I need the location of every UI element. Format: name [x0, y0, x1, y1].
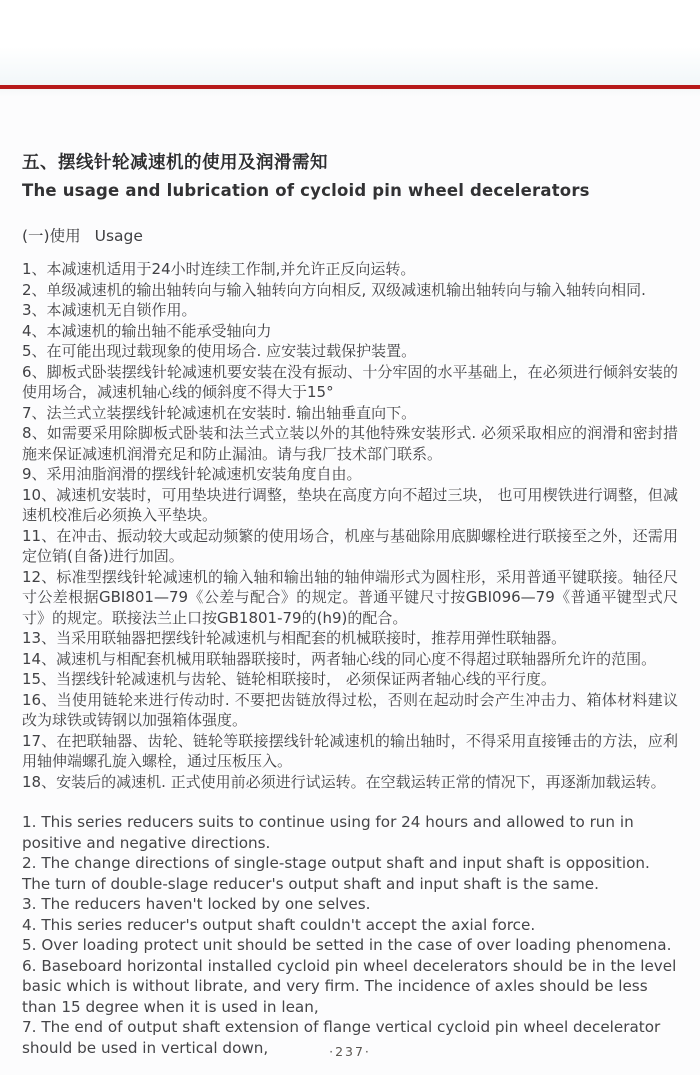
chinese-instruction-item: 15、当摆线针轮减速机与齿轮、链轮相联接时， 必须保证两者轴心线的平行度。 [22, 670, 556, 688]
subsection-label-chinese: (一)使用 [22, 227, 81, 245]
chinese-instruction-item: 16、当使用链轮来进行传动时. 不要把齿链放得过松，否则在起动时会产生冲击力、箱体材料建议改为球铁或铸钢以加强箱体强度。 [22, 690, 678, 729]
chinese-instruction-item: 4、本减速机的输出轴不能承受轴向力 [22, 321, 272, 340]
chinese-instruction-item: 13、当采用联轴器把摆线针轮减速机与相配套的机械联接时，推荐用弹性联轴器。 [22, 629, 567, 647]
english-instruction-item: 2. The change directions of single-stage output shaft and input shaft is opposition. The turn of double-slage reducer's output shaft and input shaft is the same. [22, 854, 650, 893]
page-number: ·237· [329, 1044, 371, 1059]
chinese-instruction-item: 9、采用油脂润滑的摆线针轮减速机安装角度自由。 [22, 465, 362, 483]
chinese-instruction-item: 8、如需要采用除脚板式卧装和法兰式立装以外的其他特殊安装形式. 必须采取相应的润滑和密封措施来保证减速机润滑充足和防止漏油。请与我厂技术部门联系。 [22, 424, 678, 463]
section-title-chinese: 五、摆线针轮减速机的使用及润滑需知 [22, 153, 328, 173]
chinese-instruction-item: 17、在把联轴器、齿轮、链轮等联接摆线针轮减速机的输出轴时，不得采用直接锤击的方法，应利用轴伸端螺孔旋入螺栓，通过压板压入。 [22, 731, 678, 770]
english-instruction-item: 6. Baseboard horizontal installed cycloid pin wheel decelerators should be in the level basic which is without librate, and very firm. The incidence of axles should be less than 15 degree when it is used in lean, [22, 956, 677, 1016]
chinese-instruction-item: 7、法兰式立装摆线针轮减速机在安装时. 输出轴垂直向下。 [22, 403, 417, 422]
page-content [0, 97, 700, 1058]
chinese-instruction-item: 11、在冲击、振动较大或起动频繁的使用场合，机座与基础除用底脚螺栓进行联接至之外，还需用定位销(自备)进行加固。 [22, 526, 678, 565]
english-instruction-item: 4. This series reducer's output shaft couldn't accept the axial force. [22, 915, 536, 934]
chinese-instruction-item: 18、安装后的减速机. 正式使用前必须进行试运转。在空载运转正常的情况下，再逐渐加载运转。 [22, 772, 666, 791]
english-instruction-item: 5. Over loading protect unit should be setted in the case of over loading phenomena. [22, 936, 672, 954]
rule-shadow [0, 89, 700, 97]
chinese-instruction-item: 1、本减速机适用于24小时连续工作制,并允许正反向运转。 [22, 260, 416, 278]
chinese-instruction-item: 14、减速机与相配套机械用联轴器联接时，两者轴心线的同心度不得超过联轴器所允许的范围。 [22, 649, 657, 668]
english-instruction-item: 3. The reducers haven't locked by one selves. [22, 895, 371, 913]
chinese-instruction-item: 2、单级减速机的输出轴转向与输入轴转向方向相反, 双级减速机输出轴转向与输入轴转向相同. [22, 280, 646, 299]
chinese-instruction-list [22, 259, 678, 792]
english-instruction-list [22, 812, 678, 1058]
chinese-instruction-item: 5、在可能出现过载现象的使用场合. 应安装过载保护装置。 [22, 342, 417, 360]
english-instruction-item: 7. The end of output shaft extension of flange vertical cycloid pin wheel decelerator should be used in vertical down, [22, 1018, 661, 1057]
subsection-heading [22, 224, 678, 246]
chinese-instruction-item: 10、减速机安装时，可用垫块进行调整，垫块在高度方向不超过三块， 也可用楔铁进行调整，但减速机校准后必须换入平垫块。 [22, 485, 678, 524]
english-instruction-item: 1. This series reducers suits to continue using for 24 hours and allowed to run in positive and negative directions. [22, 813, 634, 852]
chinese-instruction-item: 6、脚板式卧装摆线针轮减速机要安装在没有振动、十分牢固的水平基础上，在必须进行倾斜安装的使用场合，减速机轴心线的倾斜度不得大于15° [22, 362, 678, 401]
section-title-english: The usage and lubrication of cycloid pin wheel decelerators [22, 181, 590, 200]
chinese-instruction-item: 12、标准型摆线针轮减速机的输入轴和输出轴的轴伸端形式为圆柱形，采用普通平键联接。轴径尺寸公差根据GBI801—79《公差与配合》的规定。普通平键尺寸按GBI096—79《普通平键型式尺寸》的规定。联接法兰止口按GB1801-79的(h9)的配合。 [22, 567, 678, 627]
subsection-label-english: Usage [94, 227, 143, 245]
page-top-margin [0, 0, 700, 85]
chinese-instruction-item: 3、本减速机无自锁作用。 [22, 301, 197, 319]
